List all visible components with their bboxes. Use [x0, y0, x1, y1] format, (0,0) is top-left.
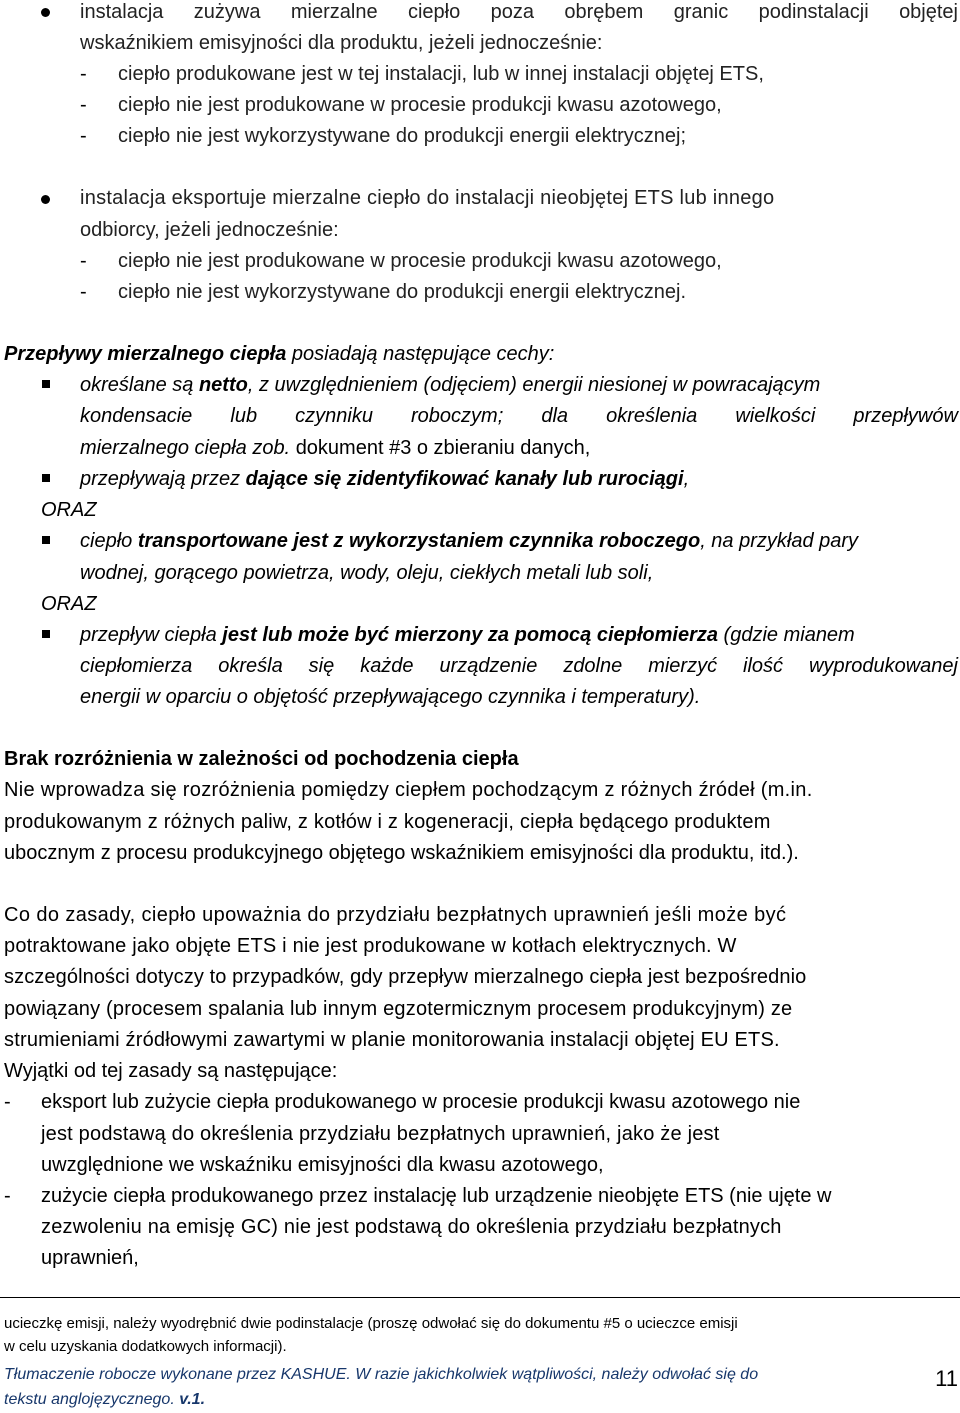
text-bold: netto	[198, 374, 248, 396]
dash-marker: -	[80, 281, 87, 303]
text-segment: przepływają przez	[80, 468, 246, 490]
word: objętej	[899, 1, 958, 23]
word: obrębem	[564, 1, 644, 23]
section-heading: Brak rozróżnienia w zależności od pochodzenia ciepła	[4, 748, 519, 770]
dash-marker: -	[80, 125, 87, 147]
bullet-2-line-2: odbiorcy, jeżeli jednocześnie:	[80, 219, 339, 241]
section-p2-line-1: Co do zasady, ciepło upoważnia do przydziału bezpłatnych uprawnień jeśli może być	[4, 904, 787, 926]
dash-marker: -	[4, 1091, 11, 1113]
word: roboczym;	[411, 405, 504, 427]
text-bold: jest lub może być mierzony za pomocą ciepłomierza	[222, 624, 718, 646]
word: kondensacie	[80, 405, 193, 427]
dash-marker: -	[80, 94, 87, 116]
word: wyprodukowanej	[809, 655, 958, 677]
oraz-label: ORAZ	[41, 593, 97, 615]
square-bullet	[42, 536, 50, 544]
word: ciepłomierza	[80, 655, 193, 677]
square-bullet	[42, 380, 50, 388]
text-segment: (gdzie mianem	[718, 624, 855, 646]
text-segment: , z uwzględnieniem (odjęciem) energii niesionej w powracającym	[247, 374, 821, 396]
text-segment: określane są	[80, 374, 199, 396]
section-p2-line-6: Wyjątki od tej zasady są następujące:	[4, 1060, 338, 1082]
dash-marker: -	[80, 63, 87, 85]
features-heading-rest: posiadają następujące cechy:	[286, 343, 555, 365]
bullet-dot	[41, 8, 50, 17]
feature-3-line-2: wodnej, gorącego powietrza, wody, oleju, ciekłych metali lub soli,	[80, 562, 654, 584]
section-p1-line-1: Nie wprowadza się rozróżnienia pomiędzy ciepłem pochodzącym z różnych źródeł (m.in.	[4, 779, 813, 801]
features-heading	[4, 342, 554, 366]
text-bold: dające się zidentyfikować kanały lub rurociągi	[245, 468, 684, 490]
word: urządzenie	[439, 655, 538, 677]
text-segment: przepływ ciepła	[80, 624, 223, 646]
word: mierzalne	[290, 1, 378, 23]
bullet-1-line-1	[80, 0, 958, 24]
feature-2	[80, 467, 689, 491]
footer-line-1: Tłumaczenie robocze wykonane przez KASHUE. W razie jakichkolwiek wątpliwości, należy odwołać się do	[4, 1366, 759, 1383]
word: podinstalacji	[758, 1, 869, 23]
text-segment: dokument #3 o zbieraniu danych,	[295, 437, 591, 459]
text-segment: mierzalnego ciepła zob.	[80, 437, 296, 459]
bullet-1-sub-1: ciepło produkowane jest w tej instalacji, lub w innej instalacji objętej ETS,	[118, 63, 764, 85]
word: mierzyć	[648, 655, 718, 677]
bullet-1-sub-3: ciepło nie jest wykorzystywane do produkcji energii elektrycznej;	[118, 125, 687, 147]
section-p1-line-2: produkowanym z różnych paliw, z kotłów i z kogeneracji, ciepła będącego produktem	[4, 811, 771, 833]
word: przepływów	[853, 405, 958, 427]
word: określa	[218, 655, 283, 677]
bullet-2-sub-2: ciepło nie jest wykorzystywane do produkcji energii elektrycznej.	[118, 281, 687, 303]
bullet-1-sub-2: ciepło nie jest produkowane w procesie produkcji kwasu azotowego,	[118, 94, 722, 116]
word: wielkości	[735, 405, 816, 427]
word: ciepło	[407, 1, 461, 23]
word: zużywa	[193, 1, 261, 23]
bullet-2-sub-1: ciepło nie jest produkowane w procesie produkcji kwasu azotowego,	[118, 250, 722, 272]
square-bullet	[42, 630, 50, 638]
feature-4-line-1	[80, 623, 855, 647]
features-heading-bold: Przepływy mierzalnego ciepła	[4, 343, 287, 365]
word: się	[308, 655, 335, 677]
exception-2-line-1: zużycie ciepła produkowanego przez instalację lub urządzenie nieobjęte ETS (nie ujęte w	[41, 1185, 832, 1207]
word: dla	[541, 405, 569, 427]
word: granic	[673, 1, 729, 23]
text-segment: tekstu anglojęzycznego.	[4, 1391, 180, 1408]
text-bold: transportowane jest z wykorzystaniem czynnika roboczego	[137, 530, 701, 552]
feature-4-line-2	[80, 654, 958, 678]
word: zdolne	[563, 655, 623, 677]
dash-marker: -	[80, 250, 87, 272]
oraz-label: ORAZ	[41, 499, 97, 521]
exception-2-line-3: uprawnień,	[41, 1247, 139, 1269]
section-p2-line-4: powiązany (procesem spalania lub innym egzotermicznym procesem produkcyjnym) ze	[4, 998, 793, 1020]
feature-1-line-3	[80, 436, 590, 460]
footnote-line-1: ucieczkę emisji, należy wyodrębnić dwie podinstalacje (proszę odwołać się do dokumentu #5 o ucieczce emisji	[4, 1315, 738, 1332]
feature-1-line-1	[80, 373, 820, 397]
feature-1-line-2	[80, 404, 958, 428]
section-p2-line-5: strumieniami źródłowymi zawartymi w planie monitorowania instalacji objętej EU ETS.	[4, 1029, 780, 1051]
text-segment: , na przykład pary	[700, 530, 859, 552]
word: czynniku	[295, 405, 373, 427]
bullet-1-line-2: wskaźnikiem emisyjności dla produktu, jeżeli jednocześnie:	[80, 32, 603, 54]
exception-1-line-3: uwzględnione we wskaźniku emisyjności dla kwasu azotowego,	[41, 1154, 604, 1176]
exception-2-line-2: zezwoleniu na emisję GC) nie jest podstawą do określenia przydziału bezpłatnych	[41, 1216, 782, 1238]
feature-4-line-3: energii w oparciu o objętość przepływającego czynnika i temperatury).	[80, 686, 701, 708]
exception-1-line-2: jest podstawą do określenia przydziału bezpłatnych uprawnień, jako że jest	[41, 1123, 720, 1145]
section-p2-line-2: potraktowane jako objęte ETS i nie jest produkowane w kotłach elektrycznych. W	[4, 935, 737, 957]
word: określenia	[606, 405, 698, 427]
word: poza	[490, 1, 534, 23]
exception-1-line-1: eksport lub zużycie ciepła produkowanego w procesie produkcji kwasu azotowego nie	[41, 1091, 801, 1113]
feature-3-line-1	[80, 529, 858, 553]
text-segment: ,	[683, 468, 690, 490]
word: lub	[230, 405, 258, 427]
footer-line-2	[4, 1390, 205, 1410]
section-p2-line-3: szczególności dotyczy to przypadków, gdy przepływ mierzalnego ciepła jest bezpośrednio	[4, 966, 807, 988]
footnote-divider	[0, 1297, 960, 1298]
bullet-dot	[41, 195, 50, 204]
text-segment: ciepło	[80, 530, 138, 552]
bullet-2-line-1: instalacja eksportuje mierzalne ciepło do instalacji nieobjętej ETS lub innego	[80, 187, 775, 209]
page-number: 11	[935, 1366, 958, 1391]
word: każde	[360, 655, 414, 677]
word: instalacja	[80, 1, 164, 23]
version-label: v.1.	[179, 1391, 206, 1408]
dash-marker: -	[4, 1185, 11, 1207]
square-bullet	[42, 474, 50, 482]
section-p1-line-3: ubocznym z procesu produkcyjnego objętego wskaźnikiem emisyjności dla produktu, itd.).	[4, 842, 799, 864]
word: ilość	[743, 655, 784, 677]
footnote-line-2: w celu uzyskania dodatkowych informacji).	[4, 1338, 287, 1355]
